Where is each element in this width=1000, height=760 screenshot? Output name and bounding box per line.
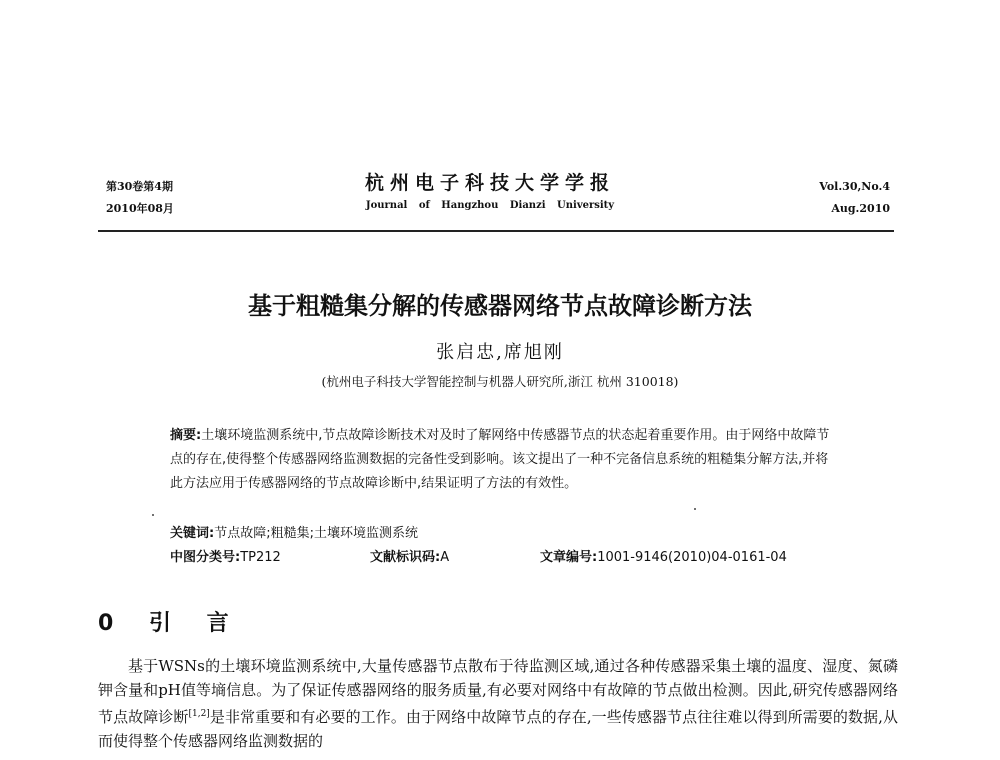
abstract [170,424,830,496]
scan-speck [152,514,154,516]
issue-date: 2010年08月 [106,202,174,215]
volume-en: Vol.30,No.4 [819,180,890,193]
document-code [370,546,449,570]
document-code-label: 文献标识码: [370,550,441,565]
paper-affiliation: (杭州电子科技大学智能控制与机器人研究所,浙江 杭州 310018) [321,374,679,389]
abstract-label: 摘要: [170,428,202,443]
scan-speck [694,508,696,510]
keywords-text: 节点故障;粗糙集;土壤环境监测系统 [214,526,418,541]
paper-authors: 张启忠,席旭刚 [436,342,564,363]
section-heading: 0 引 言 [98,611,243,636]
classification-label: 中图分类号: [170,550,241,565]
article-number [540,546,787,570]
date-en: Aug.2010 [831,202,890,215]
citation: [1,2] [188,709,210,719]
keywords-label: 关键词: [170,526,215,541]
header-right [819,176,890,220]
classification-number [170,546,281,570]
article-number-label: 文章编号: [540,550,598,565]
volume-issue: 第30卷第4期 [106,180,173,193]
header-left [106,176,174,220]
abstract-text: 土壤环境监测系统中,节点故障诊断技术对及时了解网络中传感器节点的状态起着重要作用。由于网络中故障节点的存在,使得整个传感器网络监测数据的完备性受到影响。该文提出了一种不完备信息系统的粗糙集分解方法,并将此方法应用于传感器网络的节点故障诊断中,结果证明了方法的有效性。 [170,428,830,491]
journal-title-cn: 杭州电子科技大学学报 [364,172,615,194]
document-code-value: A [440,550,450,565]
paragraph-part-1: 基于WSNs的土壤环境监测系统中,大量传感器节点散布于待监测区域,通过各种传感器采集土壤的温度、湿度、氮磷钾含量和pH值等墒信息。为了保证传感器网络的服务质量,有必要对网络中有故障的节点做出检测。因此,研究传感器网络节点故障诊断 [98,657,898,726]
paper-title: 基于粗糙集分解的传感器网络节点故障诊断方法 [248,292,752,320]
header-center [310,170,670,216]
article-number-value: 1001-9146(2010)04-0161-04 [597,550,787,565]
paragraph-part-2: 是非常重要和有必要的工作。由于网络中故障节点的存在,一些传感器节点往往难以得到所需要的数据,从而使得整个传感器网络监测数据的 [98,708,898,750]
keywords [170,522,418,546]
classification-value: TP212 [240,550,281,565]
body-paragraph [98,654,898,753]
journal-title-en: Journal of Hangzhou Dianzi University [365,200,615,211]
header-rule [98,230,894,232]
